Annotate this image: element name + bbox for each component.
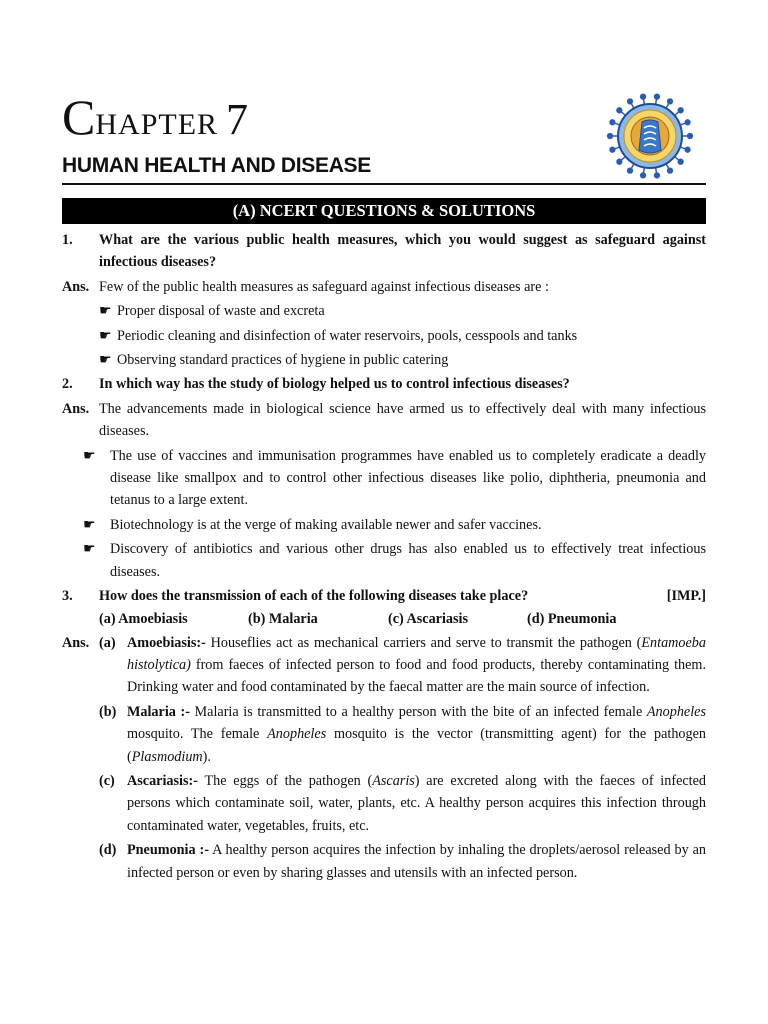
question-3 xyxy=(62,585,706,607)
virus-illustration xyxy=(606,92,694,180)
question-text: In which way has the study of biology helped us to control infectious diseases? xyxy=(99,376,570,393)
list-item: ☛ Periodic cleaning and disinfection of water reservoirs, pools, cesspools and tanks xyxy=(99,325,706,347)
question-text: How does the transmission of each of the following diseases take place? xyxy=(99,588,529,605)
term: Ascariasis:- xyxy=(127,772,198,789)
chapter-number: 7 xyxy=(226,95,249,144)
chapter-word: HAPTER xyxy=(95,108,219,141)
option-c: (c) Ascariasis xyxy=(388,610,468,627)
sub-label: (a) xyxy=(99,634,116,651)
sub-label: (c) xyxy=(99,772,115,789)
answer-3d: (d) Pneumonia :- A healthy person acquires the infection by inhaling the droplets/aerosol released by an infected person or even by sharing glasses and utensils with an infected person. xyxy=(62,839,706,884)
chapter-initial: C xyxy=(62,89,96,145)
pointing-hand-icon: ☛ xyxy=(83,447,96,464)
question-number: 1. xyxy=(62,232,73,248)
pointing-hand-icon: ☛ xyxy=(99,327,112,344)
answer-intro: Few of the public health measures as safeguard against infectious diseases are : xyxy=(99,278,549,295)
question-number: 2. xyxy=(62,376,73,393)
option-b: (b) Malaria xyxy=(248,610,318,627)
answer-2 xyxy=(62,398,706,443)
sub-label: (b) xyxy=(99,703,117,720)
option-a: (a) Amoebiasis xyxy=(99,610,188,627)
term: Pneumonia :- xyxy=(127,842,209,859)
list-item: ☛ Biotechnology is at the verge of making available newer and safer vaccines. xyxy=(62,514,706,536)
answer-3c: (c) Ascariasis:- The eggs of the pathogen (Ascaris) are excreted along with the faeces of infected persons which contaminate soil, water, plants, etc. A healthy person acquires this infection through contaminated water, vegetables, fruits, etc. xyxy=(62,770,706,837)
pointing-hand-icon: ☛ xyxy=(83,516,96,533)
answer-1 xyxy=(62,276,706,298)
sub-label: (d) xyxy=(99,842,117,859)
option-d: (d) Pneumonia xyxy=(527,610,617,627)
term: Malaria :- xyxy=(127,703,190,720)
list-item: ☛ The use of vaccines and immunisation programmes have enabled us to completely eradicate a deadly disease like smallpox and to control other infectious diseases like polio, diphtheria, pneumonia and tetanus to a large extent. xyxy=(62,445,706,512)
answer-3a: Ans. (a) Amoebiasis:- Houseflies act as mechanical carriers and serve to transmit the pathogen (Entamoeba histolytica) from faeces of infected person to food and food products, thereby contaminating them. Drinking water and food contaminated by the faecal matter are the main source of infection. xyxy=(62,632,706,699)
list-item: ☛ Discovery of antibiotics and various other drugs has also enabled us to effectively treat infectious diseases. xyxy=(62,538,706,583)
question-2 xyxy=(62,373,706,395)
question-1 xyxy=(62,229,706,274)
pointing-hand-icon: ☛ xyxy=(83,541,96,558)
list-item: ☛ Proper disposal of waste and excreta xyxy=(99,300,706,322)
pointing-hand-icon: ☛ xyxy=(99,303,112,320)
answer-label: Ans. xyxy=(62,278,90,295)
term: Amoebiasis:- xyxy=(127,634,206,651)
title-rule xyxy=(62,183,706,185)
question-text: What are the various public health measures, which you would suggest as safeguard against infectious diseases? xyxy=(99,232,706,271)
answer-label: Ans. xyxy=(62,634,90,651)
section-banner: (A) NCERT QUESTIONS & SOLUTIONS xyxy=(62,198,706,224)
question-number: 3. xyxy=(62,588,73,605)
qa-content xyxy=(62,229,706,884)
chapter-heading xyxy=(62,89,249,145)
answer-3b: (b) Malaria :- Malaria is transmitted to a healthy person with the bite of an infected female Anopheles mosquito. The female Anopheles mosquito is the vector (transmitting agent) for the pathogen (Plasmodium). xyxy=(62,701,706,768)
answer-label: Ans. xyxy=(62,400,90,417)
list-item: ☛ Observing standard practices of hygiene in public catering xyxy=(99,349,706,371)
answer-intro: The advancements made in biological science have armed us to effectively deal with many infectious diseases. xyxy=(99,400,706,440)
pointing-hand-icon: ☛ xyxy=(99,352,112,369)
disease-options xyxy=(99,608,706,632)
chapter-title: HUMAN HEALTH AND DISEASE xyxy=(62,154,371,177)
importance-tag: [IMP.] xyxy=(666,588,706,605)
